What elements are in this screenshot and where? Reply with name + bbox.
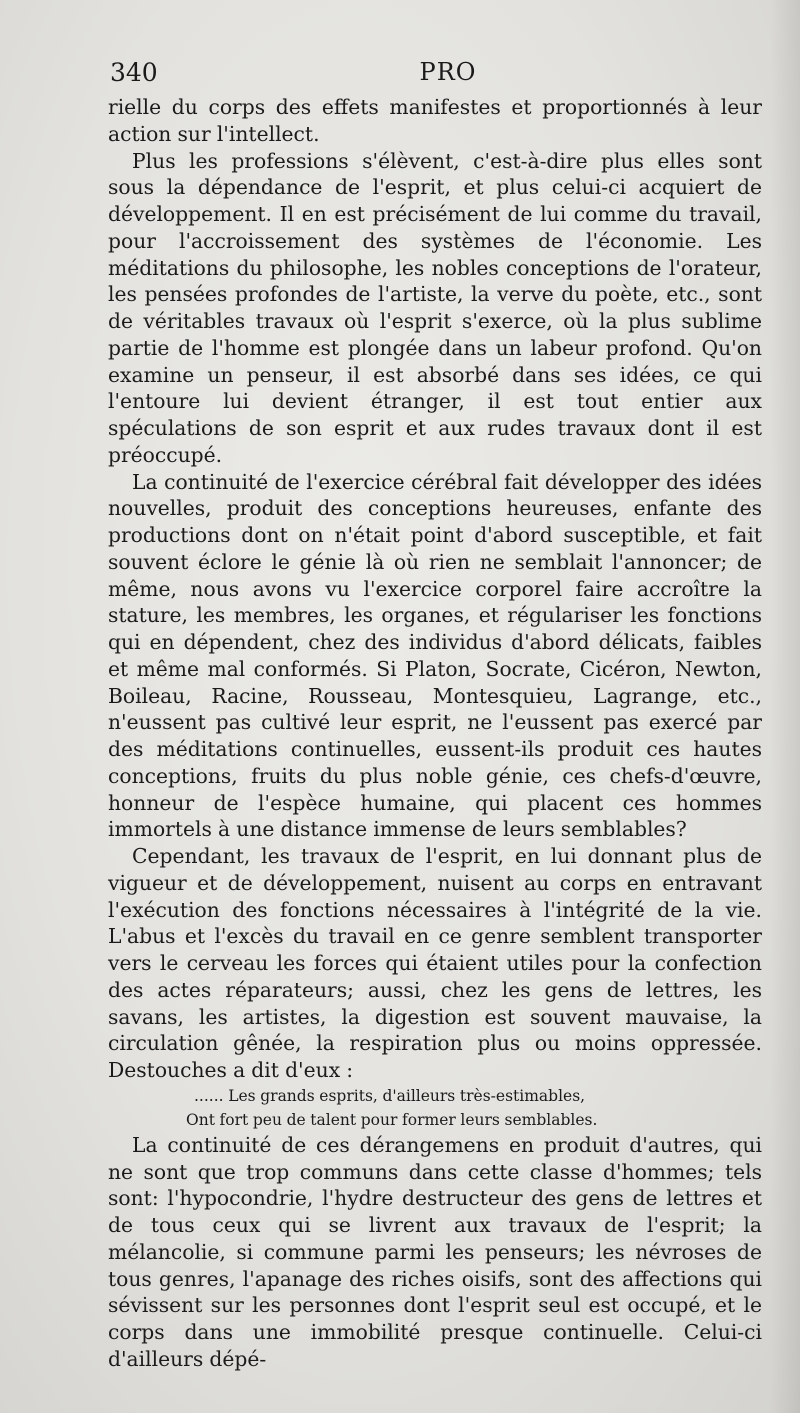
paragraph-cependant: Cependant, les travaux de l'esprit, en lui donnant plus de vigueur et de développement, nuisent au corps en entravant l'exécution des fonctions nécessaires à l'intégrité de la vie. L'abus et l'excès du travail en ce genre semblent transporter vers le cerveau les forces qui étaient utiles pour la confection des actes réparateurs; aussi, chez les gens de lettres, les savans, les artistes, la digestion est souvent mauvaise, la circulation gênée, la respiration plus ou moins oppressée. Destouches a dit d'eux : [108, 844, 762, 1082]
paragraph-continuite: La continuité de l'exercice cérébral fait développer des idées nouvelles, produit des conceptions heureuses, enfante des productions dont on n'était point d'abord susceptible, et fait souvent éclore le génie là où rien ne semblait l'annoncer; de même, nous avons vu l'exercice corporel faire accroître la stature, les membres, les organes, et régulariser les fonctions qui en dépendent, chez des individus d'abord délicats, faibles et même mal conformés. Si Platon, Socrate, Cicéron, Newton, Boileau, Racine, Rousseau, Montesquieu, Lagrange, etc., n'eussent pas cultivé leur esprit, ne l'eussent pas exercé par des méditations continuelles, eussent-ils produit ces hautes conceptions, fruits du plus noble génie, ces chefs-d'œuvre, honneur de l'espèce humaine, qui placent ces hommes immortels à une distance immense de leurs semblables? [108, 469, 762, 842]
page-number: 340 [110, 58, 158, 87]
page-header [110, 54, 762, 92]
paragraph-continuation: rielle du corps des effets manifestes et proportionnés à leur action sur l'intellect. [108, 95, 762, 146]
verse-quote-line-2: Ont fort peu de talent pour former leurs semblables. [186, 1110, 598, 1129]
paragraph-professions: Plus les professions s'élèvent, c'est-à-dire plus elles sont sous la dépendance de l'esprit, et plus celui-ci acquiert de développement. Il en est précisément de lui comme du travail, pour l'accroissement des systèmes de l'économie. Les méditations du philosophe, les nobles conceptions de l'orateur, les pensées profondes de l'artiste, la verve du poète, etc., sont de véritables travaux où l'esprit s'exerce, où la plus sublime partie de l'homme est plongée dans un labeur profond. Qu'on examine un penseur, il est absorbé dans ses idées, ce qui l'entoure lui devient étranger, il est tout entier aux spéculations de son esprit et aux rudes travaux dont il est préoccupé. [108, 148, 762, 467]
verse-quote-line-1: ...... Les grands esprits, d'ailleurs très-estimables, [194, 1086, 586, 1105]
running-head: PRO [419, 58, 477, 86]
body-text [108, 94, 762, 1373]
paragraph-derangemens: La continuité de ces dérangemens en produit d'autres, qui ne sont que trop communs dans cette classe d'hommes; tels sont: l'hypocondrie, l'hydre destructeur des gens de lettres et de tous ceux qui se livrent aux travaux de l'esprit; la mélancolie, si commune parmi les penseurs; les névroses de tous genres, l'apanage des riches oisifs, sont des affections qui sévissent sur les personnes dont l'esprit seul est occupé, et le corps dans une immobilité presque continuelle. Celui-ci d'ailleurs dépé- [108, 1132, 762, 1371]
